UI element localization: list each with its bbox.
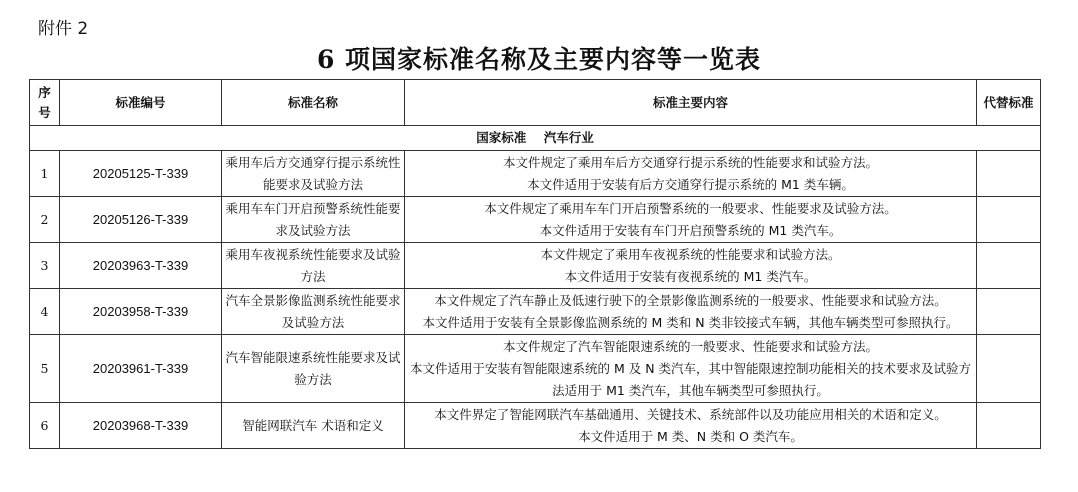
attachment-label: 附件 2 bbox=[38, 19, 89, 39]
header-code: 标准编号 bbox=[60, 80, 222, 126]
table-row bbox=[30, 335, 1041, 403]
row-replace bbox=[977, 289, 1041, 335]
content-line: 本文件规定了乘用车后方交通穿行提示系统的性能要求和试验方法。 bbox=[502, 154, 878, 170]
section-label: 国家标准 汽车行业 bbox=[30, 126, 1041, 151]
row-replace bbox=[977, 151, 1041, 197]
content-line: 本文件规定了乘用车夜视系统的性能要求和试验方法。 bbox=[540, 246, 841, 262]
row-replace bbox=[977, 403, 1041, 449]
row-no: 2 bbox=[30, 197, 60, 243]
row-name: 汽车全景影像监测系统性能要求及试验方法 bbox=[222, 289, 405, 335]
header-name: 标准名称 bbox=[222, 80, 405, 126]
row-code: 20205126-T-339 bbox=[60, 197, 222, 243]
content-line: 本文件适用于安装有智能限速系统的 M 及 N 类汽车，其中智能限速控制功能相关的技术要求及试验方法适用于 M1 类汽车，其他车辆类型可参照执行。 bbox=[409, 360, 972, 398]
standards-table bbox=[29, 79, 1041, 449]
row-code: 20203958-T-339 bbox=[60, 289, 222, 335]
table-row bbox=[30, 289, 1041, 335]
row-content bbox=[405, 243, 977, 289]
content-line: 本文件适用于 M 类、N 类和 O 类汽车。 bbox=[578, 428, 803, 444]
row-content bbox=[405, 403, 977, 449]
content-line: 本文件界定了智能网联汽车基础通用、关键技术、系统部件以及功能应用相关的术语和定义。 bbox=[434, 406, 947, 422]
header-replace: 代替标准 bbox=[977, 80, 1041, 126]
content-line: 本文件适用于安装有全景影像监测系统的 M 类和 N 类非铰接式车辆，其他车辆类型可参照执行。 bbox=[422, 314, 959, 330]
row-replace bbox=[977, 335, 1041, 403]
row-no: 5 bbox=[30, 335, 60, 403]
content-line: 本文件适用于安装有车门开启预警系统的 M1 类汽车。 bbox=[539, 222, 842, 238]
content-line: 本文件规定了乘用车车门开启预警系统的一般要求、性能要求及试验方法。 bbox=[484, 200, 897, 216]
row-no: 6 bbox=[30, 403, 60, 449]
row-replace bbox=[977, 243, 1041, 289]
table-row bbox=[30, 243, 1041, 289]
header-content: 标准主要内容 bbox=[405, 80, 977, 126]
row-content bbox=[405, 197, 977, 243]
row-no: 4 bbox=[30, 289, 60, 335]
row-code: 20205125-T-339 bbox=[60, 151, 222, 197]
row-code: 20203968-T-339 bbox=[60, 403, 222, 449]
row-name: 汽车智能限速系统性能要求及试验方法 bbox=[222, 335, 405, 403]
header-no-text: 序号 bbox=[38, 84, 51, 120]
content-line: 本文件适用于安装有夜视系统的 M1 类汽车。 bbox=[564, 268, 817, 284]
row-replace bbox=[977, 197, 1041, 243]
row-name: 乘用车后方交通穿行提示系统性能要求及试验方法 bbox=[222, 151, 405, 197]
row-name: 智能网联汽车 术语和定义 bbox=[222, 403, 405, 449]
row-code: 20203963-T-339 bbox=[60, 243, 222, 289]
section-row bbox=[30, 126, 1041, 151]
table-row bbox=[30, 403, 1041, 449]
table-header-row bbox=[30, 80, 1041, 126]
row-no: 3 bbox=[30, 243, 60, 289]
content-line: 本文件适用于安装有后方交通穿行提示系统的 M1 类车辆。 bbox=[527, 176, 854, 192]
content-line: 本文件规定了汽车静止及低速行驶下的全景影像监测系统的一般要求、性能要求和试验方法。 bbox=[434, 292, 947, 308]
row-name: 乘用车夜视系统性能要求及试验方法 bbox=[222, 243, 405, 289]
row-code: 20203961-T-339 bbox=[60, 335, 222, 403]
row-content bbox=[405, 289, 977, 335]
table-row bbox=[30, 151, 1041, 197]
row-content bbox=[405, 335, 977, 403]
row-name: 乘用车车门开启预警系统性能要求及试验方法 bbox=[222, 197, 405, 243]
table-row bbox=[30, 197, 1041, 243]
content-line: 本文件规定了汽车智能限速系统的一般要求、性能要求和试验方法。 bbox=[502, 338, 878, 354]
header-no bbox=[30, 80, 60, 126]
document-title: 6 项国家标准名称及主要内容等一览表 bbox=[316, 45, 762, 74]
row-content bbox=[405, 151, 977, 197]
row-no: 1 bbox=[30, 151, 60, 197]
